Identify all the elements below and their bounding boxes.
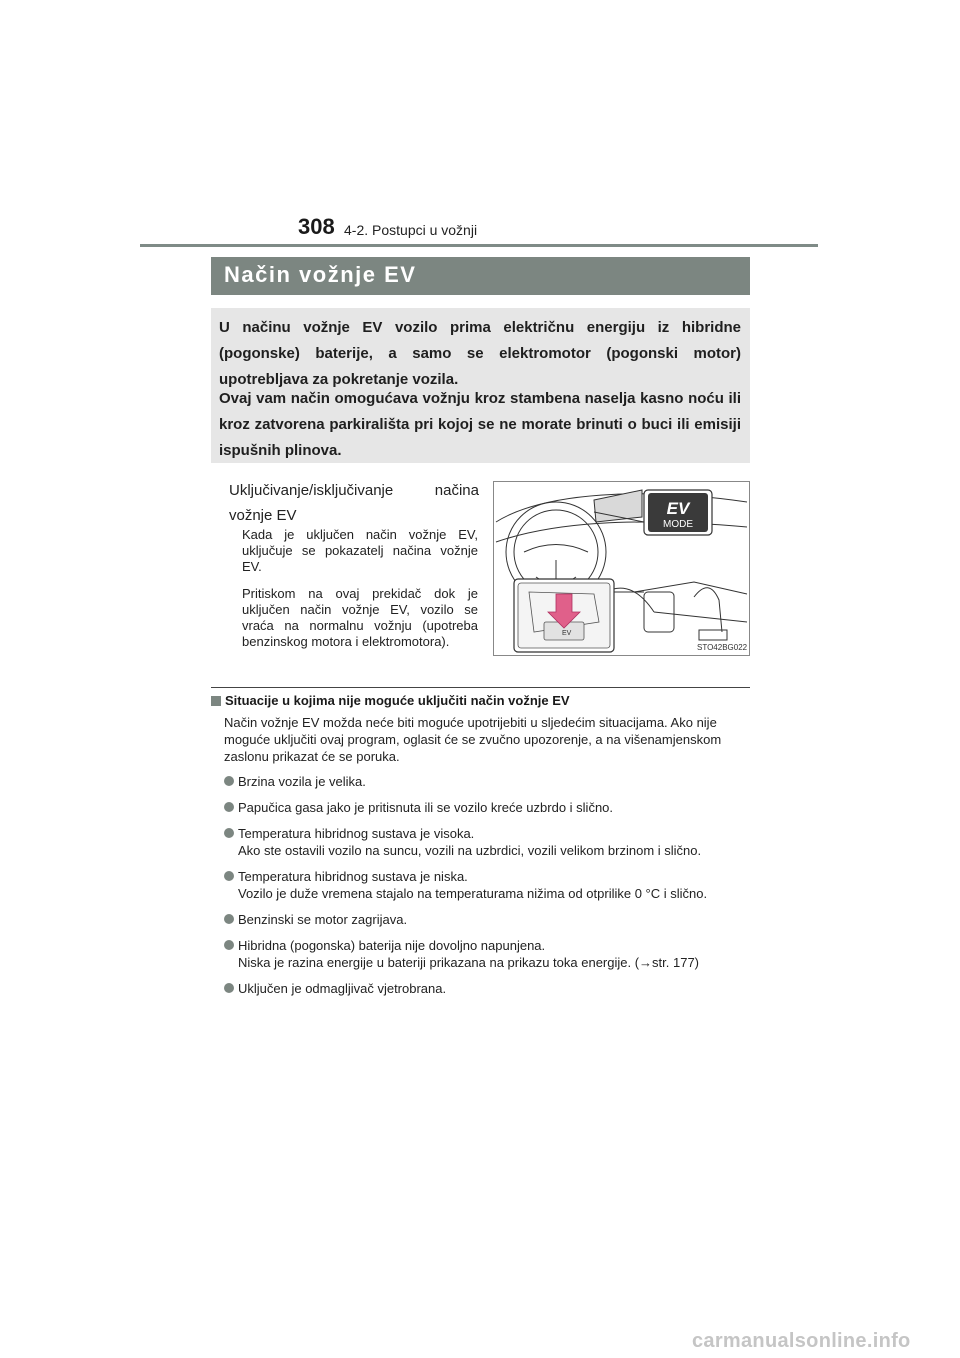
circle-bullet-icon [224, 871, 234, 881]
list-item [224, 937, 750, 971]
list-item [224, 825, 750, 859]
list-item [224, 799, 750, 816]
situations-heading [211, 693, 570, 708]
switch-ev-text: EV [562, 630, 572, 637]
list-item [224, 911, 750, 928]
list-item-detail: Ako ste ostavili vozilo na suncu, vozili na uzbrdici, vozili velikom brzinom i slično. [238, 843, 702, 858]
circle-bullet-icon [224, 983, 234, 993]
list-item-text: Hibridna (pogonska) baterija nije dovoljno napunjena. [238, 938, 546, 953]
header-rule [140, 244, 818, 247]
watermark-link[interactable]: carmanualsonline.info [692, 1330, 911, 1352]
list-item-detail: Niska je razina energije u bateriji prikazana na prikazu toka energije. (→str. 177) [238, 955, 700, 970]
section-divider [211, 687, 750, 688]
list-item-text: Temperatura hibridnog sustava je niska. [238, 869, 468, 884]
square-bullet-icon [211, 696, 221, 706]
list-item-text: Papučica gasa jako je pritisnuta ili se vozilo kreće uzbrdo i slično. [238, 800, 614, 815]
section-reference: 4-2. Postupci u vožnji [344, 222, 478, 238]
circle-bullet-icon [224, 914, 234, 924]
illustration-code: STO42BG022 [697, 643, 748, 652]
page-title: Način vožnje EV [224, 262, 417, 287]
circle-bullet-icon [224, 802, 234, 812]
ev-label: EV [666, 499, 690, 518]
page-number: 308 [298, 214, 335, 239]
switching-paragraph-1: Kada je uključen način vožnje EV, uključuje se pokazatelj načina vožnje EV. [242, 527, 478, 574]
intro-paragraph-1: U načinu vožnje EV vozilo prima električnu energiju iz hibridne (pogonske) baterije, a samo se elektromotor (pogonski motor) upotrebljava za pokretanje vozila. [219, 319, 741, 388]
situations-list [224, 773, 750, 1006]
situations-heading-text: Situacije u kojima nije moguće uključiti način vožnje EV [225, 693, 570, 708]
list-item-text: Uključen je odmagljivač vjetrobrana. [238, 981, 447, 996]
switching-paragraph-2: Pritiskom na ovaj prekidač dok je uključen način vožnje EV, vozilo se vraća na normalnu vožnju (upotreba benzinskog motora i elektromotora). [242, 586, 478, 649]
ev-mode-illustration [493, 481, 750, 656]
situations-intro: Način vožnje EV možda neće biti moguće upotrijebiti u sljedećim situacijama. Ako nije moguće uključiti ovaj program, oglasit će se zvučno upozorenje, a na višenamjenskom zaslonu prikazat će se poruka. [224, 715, 722, 764]
list-item-text: Temperatura hibridnog sustava je visoka. [238, 826, 475, 841]
mode-label: MODE [663, 519, 693, 530]
switching-heading: Uključivanje/isključivanje načina vožnje EV [229, 482, 479, 524]
list-item-text: Brzina vozila je velika. [238, 774, 366, 789]
list-item-text: Benzinski se motor zagrijava. [238, 912, 408, 927]
circle-bullet-icon [224, 828, 234, 838]
circle-bullet-icon [224, 940, 234, 950]
intro-paragraph-2: Ovaj vam način omogućava vožnju kroz stambena naselja kasno noću ili kroz zatvorena parkirališta pri kojoj se ne morate brinuti o buci ili emisiji ispušnih plinova. [219, 390, 741, 459]
list-item [224, 868, 750, 902]
list-item [224, 980, 750, 997]
list-item-detail: Vozilo je duže vremena stajalo na temperaturama nižima od otprilike 0 °C i slično. [238, 886, 708, 901]
circle-bullet-icon [224, 776, 234, 786]
dashboard-drawing [494, 482, 749, 655]
list-item [224, 773, 750, 790]
